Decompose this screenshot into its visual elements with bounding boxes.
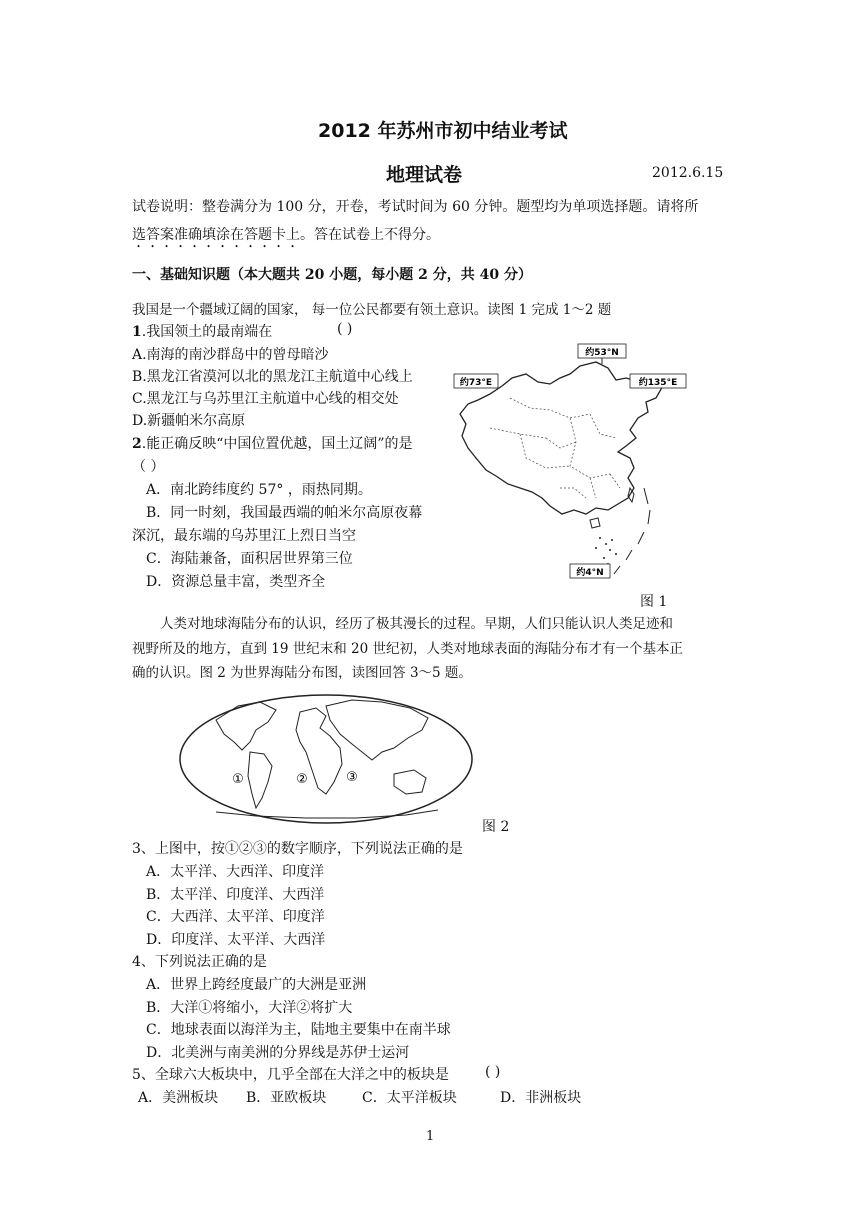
label-135e: 约135°E: [638, 378, 678, 388]
question-2-answer-paren: （ ）: [132, 459, 165, 475]
question-3-option-b: B．太平洋、印度洋、大西洋: [146, 887, 325, 903]
instructions-line2: [132, 224, 440, 251]
page-number: 1: [426, 1129, 435, 1144]
instructions-tail: 。答在试卷上不得分。: [300, 227, 440, 243]
label-53n: 约53°N: [585, 348, 619, 358]
figure-1-caption: 图 1: [640, 594, 668, 610]
question-1-answer-paren: ( ): [337, 321, 353, 337]
section-heading: 一、基础知识题（本大题共 20 小题，每小题 2 分，共 40 分）: [132, 267, 532, 283]
question-1-stem: [132, 321, 272, 341]
question-1-text: .我国领土的最南端在: [141, 324, 273, 340]
question-2-number: 2: [132, 436, 142, 452]
question-2-option-b: B．同一时刻，我国最西端的帕米尔高原夜幕: [146, 505, 423, 521]
ocean-label-2: ②: [296, 772, 308, 787]
figure-2-world-map: [176, 690, 476, 828]
question-2-option-b-cont: 深沉，最东端的乌苏里江上烈日当空: [132, 528, 356, 544]
question-5-option-c: C．太平洋板块: [362, 1090, 457, 1106]
question-1-option-b: B.黑龙江省漠河以北的黑龙江主航道中心线上: [132, 369, 413, 385]
question-2-option-d: D．资源总量丰富，类型齐全: [146, 574, 326, 590]
exam-subtitle: 地理试卷: [386, 164, 463, 186]
question-4-option-a: A．世界上跨经度最广的大洲是亚洲: [146, 977, 367, 993]
label-4n: 约4°N: [576, 568, 604, 578]
exam-title: 2012 年苏州市初中结业考试: [318, 120, 568, 142]
question-3-option-c: C．大西洋、太平洋、印度洋: [146, 909, 325, 925]
figure-1-china-map: [450, 338, 690, 588]
intro-1: 我国是一个疆域辽阔的国家， 每一位公民都要有领土意识。读图 1 完成 1～2 题: [132, 302, 612, 318]
instructions-line1: 试卷说明：整卷满分为 100 分，开卷，考试时间为 60 分钟。题型均为单项选择题。请将所: [132, 199, 699, 215]
question-4-option-c: C．地球表面以海洋为主，陆地主要集中在南半球: [146, 1022, 451, 1038]
question-3-stem: 3、上图中，按①②③的数字顺序，下列说法正确的是: [132, 841, 463, 857]
question-5-answer-paren: ( ): [485, 1064, 501, 1080]
question-4-option-b: B．大洋①将缩小，大洋②将扩大: [146, 1000, 353, 1016]
question-2-text: .能正确反映“中国位置优越，国土辽阔”的是: [141, 436, 413, 452]
question-4-stem: 4、下列说法正确的是: [132, 954, 267, 970]
question-2-option-c: C．海陆兼备，面积居世界第三位: [146, 551, 353, 567]
intro-2-line1: 人类对地球海陆分布的认识，经历了极其漫长的过程。早期，人们只能认识人类足迹和: [160, 616, 673, 632]
question-2-option-a: A．南北跨纬度约 57° ，雨热同期。: [146, 482, 372, 498]
intro-2-line3: 确的认识。图 2 为世界海陆分布图，读图回答 3～5 题。: [132, 665, 472, 681]
hainan-island: [590, 518, 600, 528]
label-73e: 约73°E: [459, 378, 493, 388]
world-map-frame: [180, 695, 472, 823]
question-3-option-d: D．印度洋、太平洋、大西洋: [146, 932, 326, 948]
ocean-label-3: ③: [346, 770, 358, 785]
ocean-label-1: ①: [232, 772, 244, 787]
province-boundaries: [490, 398, 620, 498]
question-5-stem: 5、全球六大板块中，几乎全部在大洋之中的板块是: [132, 1067, 449, 1083]
question-1-option-d: D.新疆帕米尔高原: [132, 413, 246, 429]
question-1-number: 1: [132, 324, 142, 340]
figure-2-caption: 图 2: [482, 819, 510, 835]
question-1-option-c: C.黑龙江与乌苏里江主航道中心线的相交处: [132, 391, 399, 407]
exam-date: 2012.6.15: [652, 165, 724, 181]
question-4-option-d: D．北美洲与南美洲的分界线是苏伊士运河: [146, 1045, 410, 1061]
question-5-option-b: B．亚欧板块: [246, 1090, 327, 1106]
instructions-emphasis: 选答案准确填涂在答题卡上: [132, 227, 300, 243]
question-2-stem: [132, 433, 413, 453]
question-1-option-a: A.南海的南沙群岛中的曾母暗沙: [132, 347, 329, 363]
question-5-option-d: D．非洲板块: [500, 1090, 582, 1106]
question-5-option-a: A．美洲板块: [138, 1090, 219, 1106]
question-3-option-a: A．太平洋、大西洋、印度洋: [146, 864, 325, 880]
intro-2-line2: 视野所及的地方，直到 19 世纪末和 20 世纪初，人类对地球表面的海陆分布才有一个基本正: [132, 641, 684, 657]
